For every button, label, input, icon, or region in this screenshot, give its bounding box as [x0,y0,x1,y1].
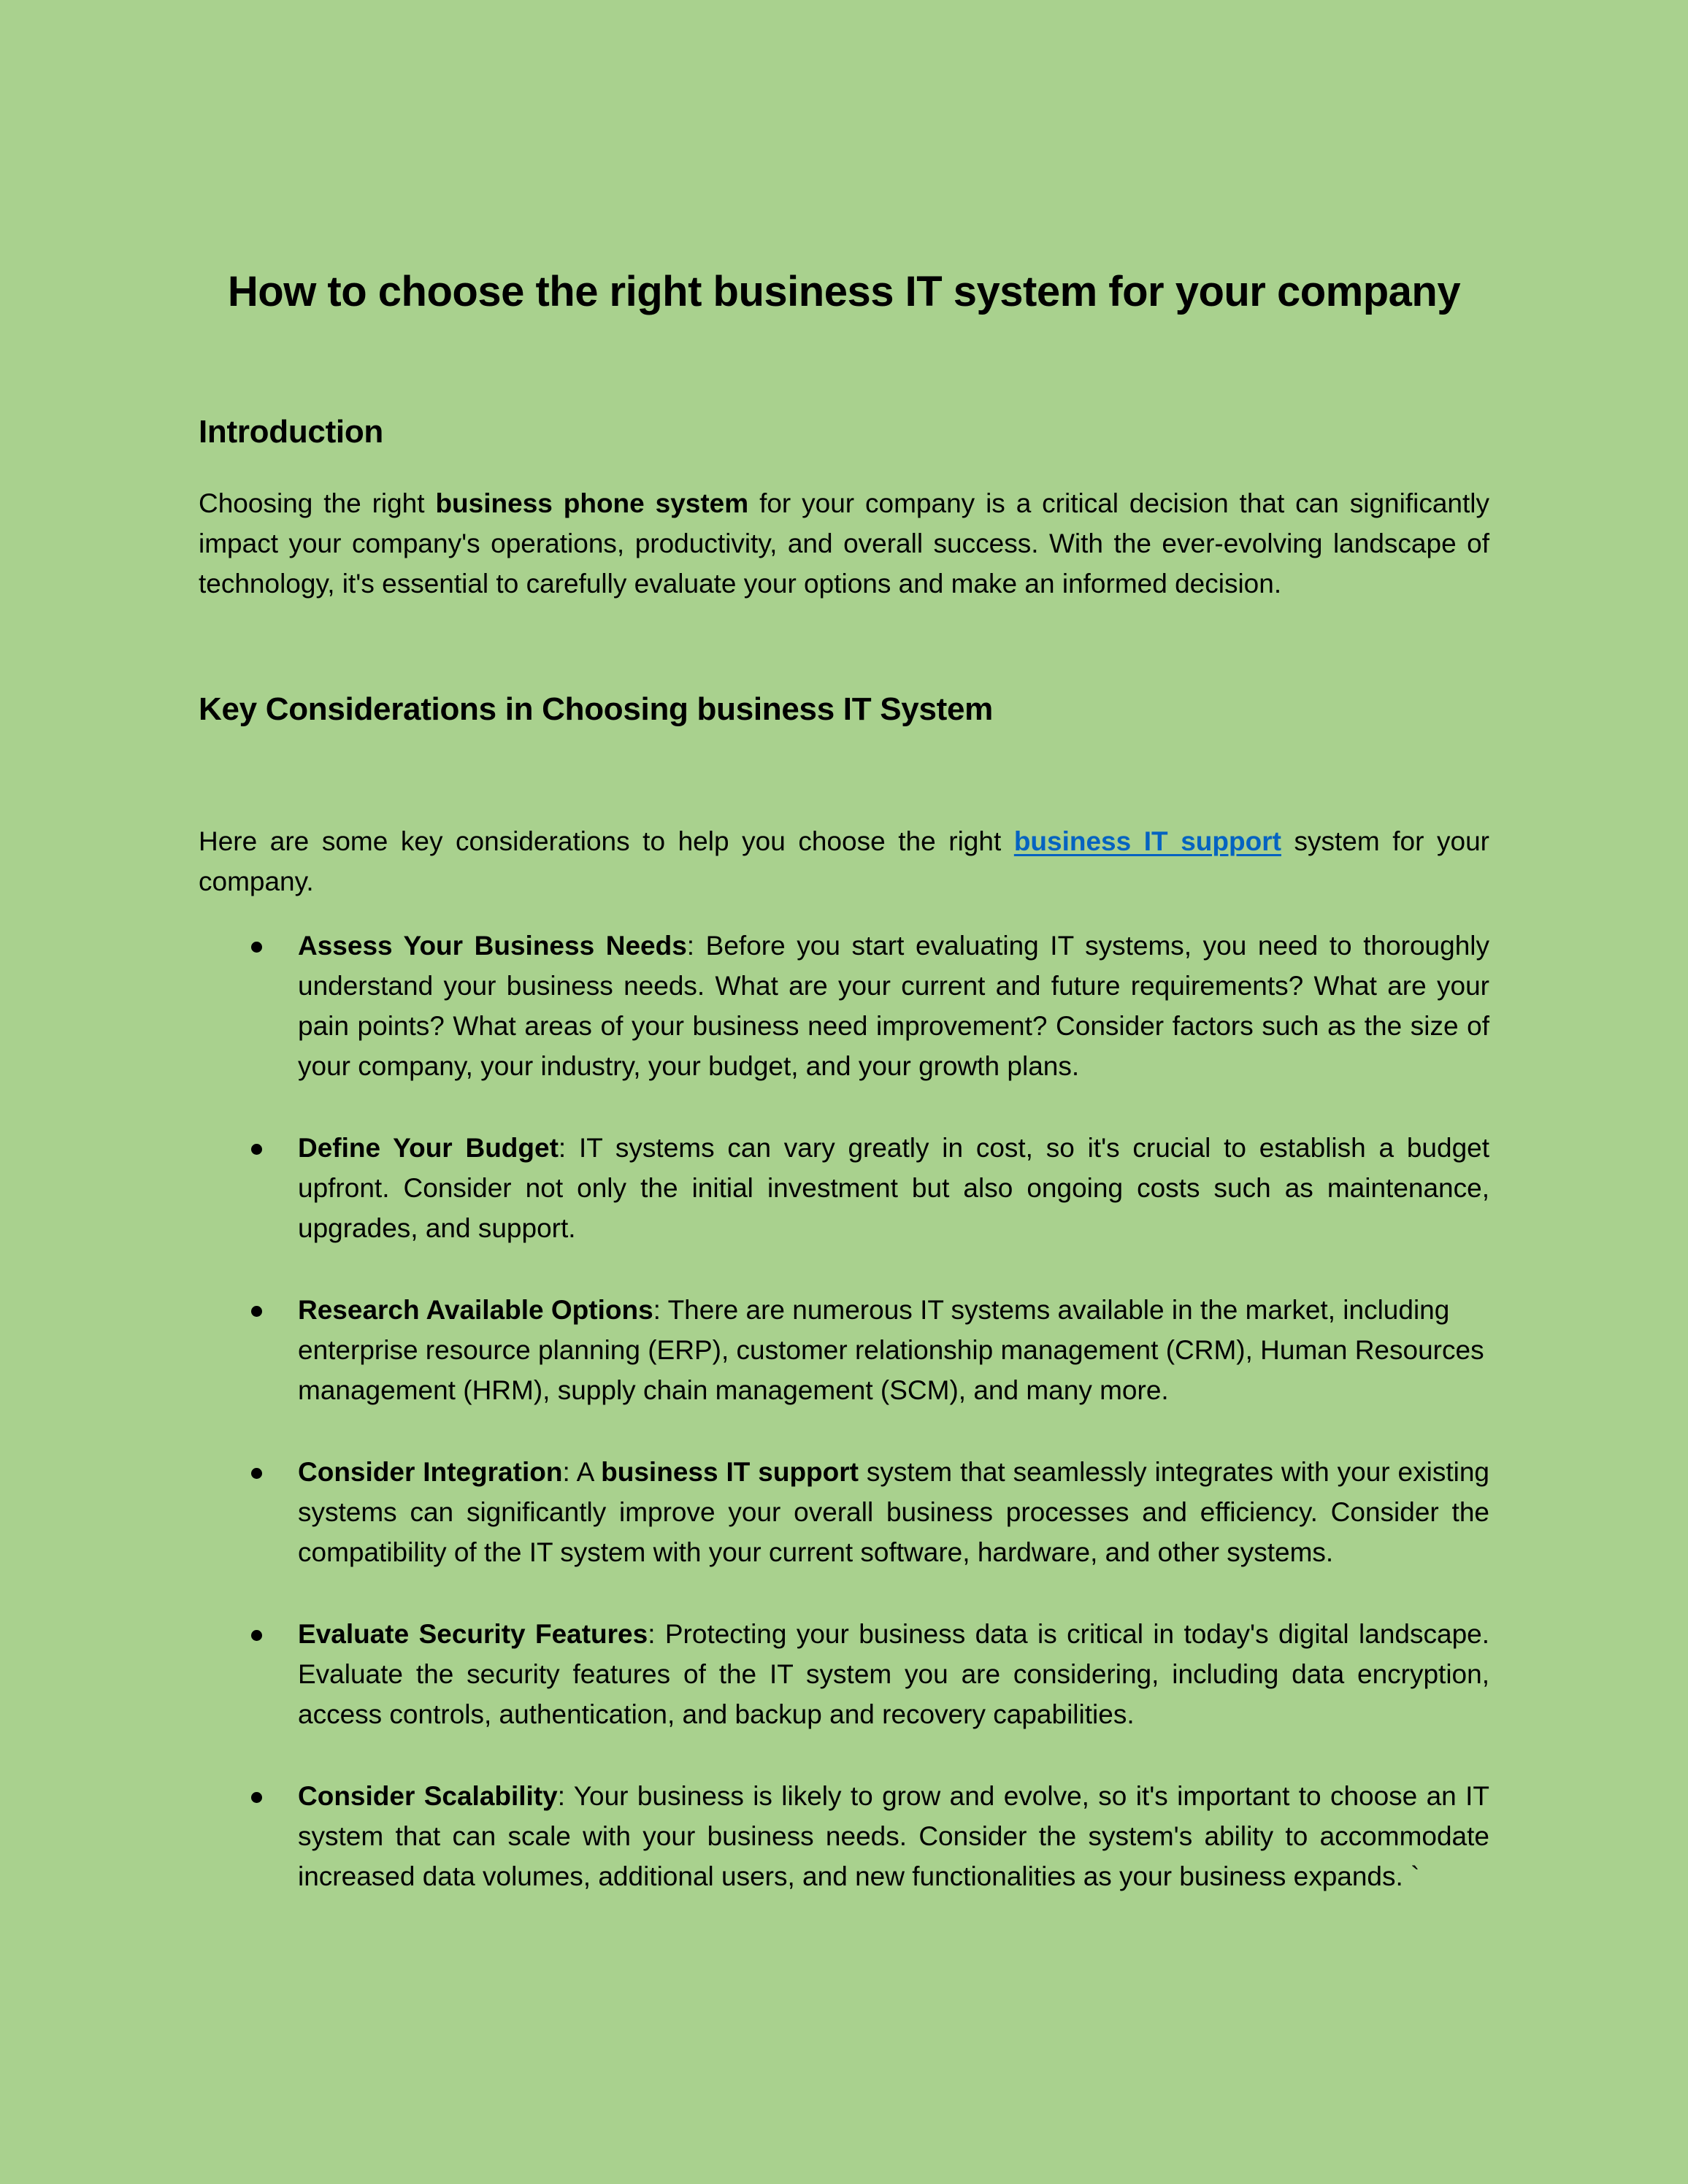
introduction-heading: Introduction [199,414,384,450]
item-text: Before you start evaluating IT systems, you need to thoroughly understand your business needs. What are your current and future requirements? What are your pain points? What areas of your business need improvement? Consider factors such as the size of your company, your industry, your budget, and your growth plans. [298,931,1489,1081]
item-text: IT systems can vary greatly in cost, so it's crucial to establish a budget upfront. Consider not only the initial investment but also ongoing costs such as maintenance, upgrades, and support. [298,1133,1490,1243]
item-label: Assess Your Business Needs [298,931,687,961]
item-separator: : [557,1781,574,1811]
item-separator: : [648,1619,665,1649]
list-item-research-options [199,1290,1489,1410]
list-item-define-budget [199,1128,1489,1248]
intro-text-start: Choosing the right [199,488,436,518]
considerations-list [199,926,1489,1938]
intro-text-end: for your company is a critical decision that can significantly impact your company's operations, productivity, and overall success. With the ever-evolving landscape of technology, it's essential to carefully evaluate your options and make an informed decision. [199,488,1489,599]
page-title: How to choose the right business IT system for your company [227,268,1461,315]
bullet-icon [251,942,262,953]
business-it-support-link[interactable]: business IT support [1013,826,1281,856]
list-item-consider-integration [199,1452,1489,1572]
item-separator: : [653,1295,668,1325]
item-text: Protecting your business data is critical in today's digital landscape. Evaluate the security features of the IT system you are considering, including data encryption, access controls, authentication, and backup and recovery capabilities. [298,1619,1490,1729]
introduction-paragraph [199,483,1489,604]
bullet-icon [251,1306,262,1317]
bullet-icon [251,1468,262,1479]
intro-bold-phrase: business phone system [435,488,749,518]
item-separator: : [558,1133,579,1163]
item-text: system that seamlessly integrates with your existing systems can significantly improve your overall business processes and efficiency. Consider the compatibility of the IT system with your current software, hardware, and other systems. [298,1457,1489,1567]
key-intro-start: Here are some key considerations to help you choose the right [199,826,1014,856]
bullet-icon [251,1630,262,1641]
key-considerations-heading: Key Considerations in Choosing business IT System [199,691,993,727]
item-label: Consider Integration [298,1457,563,1487]
item-separator: : A [562,1457,602,1487]
item-inline-bold: business IT support [601,1457,859,1487]
item-text: Your business is likely to grow and evolve, so it's important to choose an IT system that can scale with your business needs. Consider the system's ability to accommodate increased data volumes, additional users, and new functionalities as your business expands. ` [298,1781,1489,1891]
item-label: Research Available Options [298,1295,653,1325]
item-label: Evaluate Security Features [298,1619,648,1649]
item-text: There are numerous IT systems available in the market, including enterprise resource planning (ERP), customer relationship management (CRM), Human Resources management (HRM), supply chain management (SCM), and many more. [298,1295,1484,1405]
key-considerations-intro [199,821,1489,901]
item-separator: : [686,931,706,961]
key-intro-end: system for your company. [199,826,1489,896]
list-item-scalability [199,1776,1489,1896]
bullet-icon [251,1144,262,1155]
list-item-security-features [199,1614,1489,1734]
bullet-icon [251,1792,262,1803]
list-item-assess-needs [199,926,1489,1086]
item-label: Consider Scalability [298,1781,558,1811]
item-label: Define Your Budget [298,1133,559,1163]
